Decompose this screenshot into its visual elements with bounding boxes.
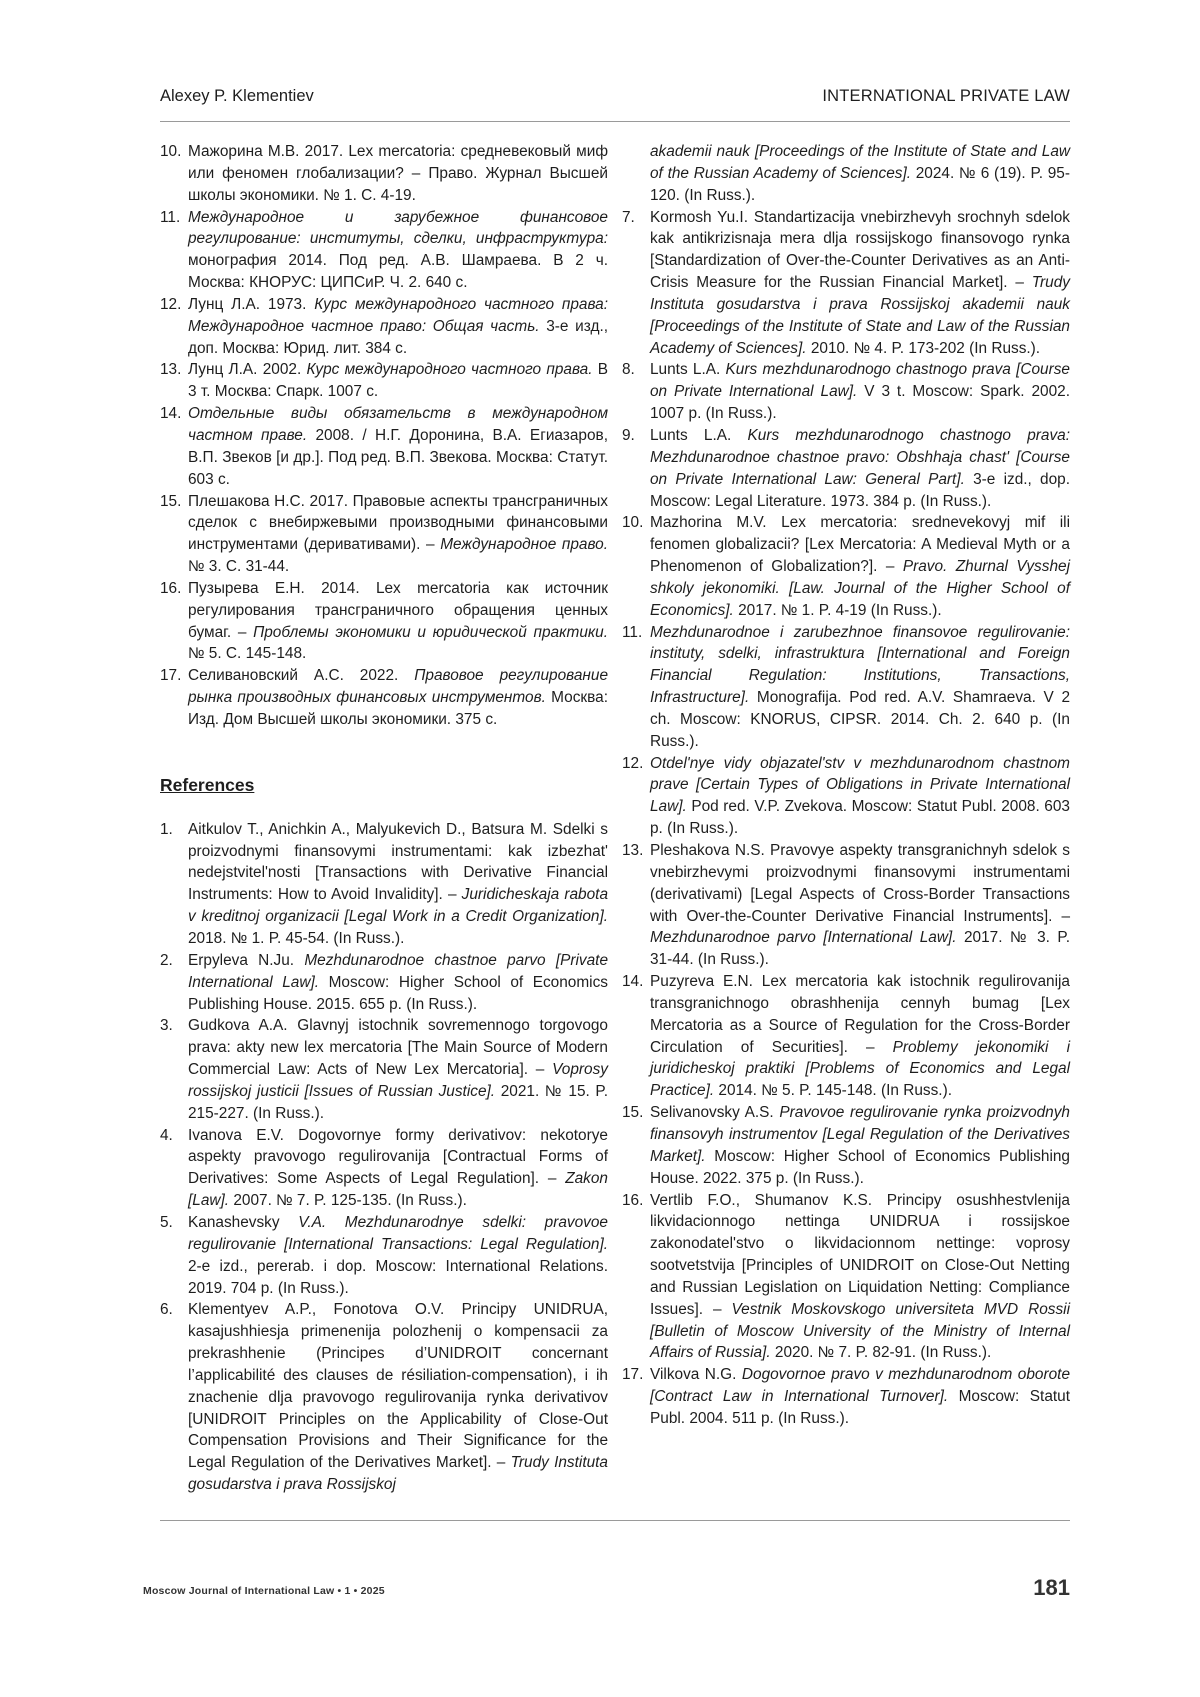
reference-number: 17. — [160, 665, 188, 731]
references-heading: References — [160, 773, 608, 797]
reference-plain: Puzyreva E.N. Lex mercatoria kak istochnik regulirovanija transgranichnogo obrashhenija cennyh bumag [Lex Mercatoria as a Source of Regulation for the Cross-Border Circulation of Securities]. – — [650, 973, 1070, 1056]
header-rule — [160, 121, 1070, 122]
reference-number: 11. — [160, 207, 188, 294]
reference-details: № 3. С. 31-44. — [188, 558, 289, 575]
reference-text — [188, 1212, 608, 1299]
reference-plain: Селивановский А.С. 2022. — [188, 667, 414, 684]
reference-number: 5. — [160, 1212, 188, 1299]
reference-number: 2. — [160, 950, 188, 1016]
reference-title: Otdel'nye vidy objazatel'stv v mezhdunarodnom chastnom prave [Certain Types of Obligations in Private International Law]. — [650, 755, 1070, 816]
reference-details: В 3 т. Москва: Спарк. 1007 с. — [188, 361, 608, 400]
reference-plain: Selivanovsky A.S. — [650, 1104, 779, 1121]
reference-plain: Лунц Л.А. 1973. — [188, 296, 314, 313]
reference-item — [160, 819, 608, 950]
reference-text — [650, 1364, 1070, 1430]
reference-item — [160, 950, 608, 1016]
reference-number: 12. — [622, 753, 650, 840]
reference-plain: Vilkova N.G. — [650, 1366, 742, 1383]
reference-text — [650, 512, 1070, 621]
reference-plain: Kanashevsky — [188, 1214, 298, 1231]
reference-details: 2008. / Н.Г. Доронина, В.А. Егиазаров, В.П. Звеков [и др.]. Под ред. В.П. Звекова. Москва: Статут. 603 с. — [188, 427, 608, 488]
reference-item — [622, 207, 1070, 360]
reference-text — [650, 753, 1070, 840]
reference-number: 7. — [622, 207, 650, 360]
reference-text — [650, 359, 1070, 425]
reference-title: Trudy Instituta gosudarstva i prava Rossijskoj akademii nauk [Proceedings of the Institute of State and Law of the Russian Academy of Sciences]. — [650, 274, 1070, 357]
reference-item — [622, 425, 1070, 512]
reference-title: Trudy Instituta gosudarstva i prava Rossijskoj — [188, 1454, 608, 1493]
reference-number: 1. — [160, 819, 188, 950]
reference-number: 13. — [160, 359, 188, 403]
reference-text — [188, 1015, 608, 1124]
reference-plain: Vertlib F.O., Shumanov K.S. Principy osushhestvlenija likvidacionnogo nettinga UNIDRUA i rossijskoe zakonodatel'stvo o likvidacionnom nettinge: voprosy sootvetstvija [Principles of UNIDROIT on Close-Out Netting and Russian Legislation on Liquidation Netting: Compliance Issues]. – — [650, 1192, 1070, 1318]
reference-details: V 3 t. Moscow: Spark. 2002. 1007 p. (In Russ.). — [650, 383, 1070, 422]
reference-plain: Пузырева Е.Н. 2014. Lex mercatoria как источник регулирования трансграничного обращения ценных бумаг. – — [188, 580, 608, 641]
reference-item — [160, 207, 608, 294]
reference-plain: Aitkulov T., Anichkin A., Malyukevich D., Batsura M. Sdelki s proizvodnymi finansovymi instrumentami: kak izbezhat' nedejstvitel'nosti [Transactions with Derivative Financial Instruments: How to Avoid Invalidity]. – — [188, 821, 608, 904]
reference-details: 2017. № 1. P. 4-19 (In Russ.). — [734, 602, 942, 619]
reference-number — [622, 141, 650, 207]
reference-number: 16. — [160, 578, 188, 665]
reference-details: Moscow: Statut Publ. 2004. 511 p. (In Russ.). — [650, 1388, 1070, 1427]
reference-text — [188, 1125, 608, 1212]
reference-plain: Мажорина М.В. 2017. Lex mercatoria: средневековый миф или феномен глобализации? – Право. Журнал Высшей школы экономики. № 1. С. 4-19. — [188, 143, 608, 204]
reference-plain: Erpyleva N.Ju. — [188, 952, 304, 969]
reference-title: Отдельные виды обязательств в международном частном праве. — [188, 405, 608, 444]
reference-title: Dogovornoe pravo v mezhdunarodnom oborote [Contract Law in International Turnover]. — [650, 1366, 1070, 1405]
reference-plain: Lunts L.A. — [650, 427, 748, 444]
footer-rule — [160, 1520, 1070, 1521]
reference-details: 2020. № 7. P. 82-91. (In Russ.). — [771, 1344, 992, 1361]
reference-item — [160, 665, 608, 731]
reference-text — [650, 1190, 1070, 1365]
reference-number: 15. — [160, 491, 188, 578]
reference-item — [160, 578, 608, 665]
reference-item — [622, 1102, 1070, 1189]
reference-details: Москва: Изд. Дом Высшей школы экономики. 375 с. — [188, 689, 608, 728]
reference-details: монография 2014. Под ред. А.В. Шамраева. В 2 ч. Москва: КНОРУС: ЦИПСиР. Ч. 2. 640 с. — [188, 252, 608, 291]
reference-text — [188, 950, 608, 1016]
reference-number: 14. — [160, 403, 188, 490]
reference-title: akademii nauk [Proceedings of the Institute of State and Law of the Russian Academy of Sciences]. — [650, 143, 1070, 182]
reference-title: Juridicheskaja rabota v kreditnoj organizacii [Legal Work in a Credit Organization]. — [188, 886, 608, 925]
reference-number: 8. — [622, 359, 650, 425]
reference-item — [160, 1125, 608, 1212]
reference-plain: Mazhorina M.V. Lex mercatoria: srednevekovyj mif ili fenomen globalizacii? [Lex Mercatoria: A Medieval Myth or a Phenomenon of Globalization?]. – — [650, 514, 1070, 575]
reference-item — [160, 294, 608, 360]
reference-title: Международное и зарубежное финансовое регулирование: институты, сделки, инфраструктура: — [188, 209, 608, 248]
reference-number: 9. — [622, 425, 650, 512]
reference-title: Mezhdunarodnoe chastnoe parvo [Private International Law]. — [188, 952, 608, 991]
reference-title: Mezhdunarodnoe i zarubezhnoe finansovoe regulirovanie: instituty, sdelki, infrastruktura [International and Foreign Financial Regulation: Institutions, Transactions, Infrastructure]. — [650, 624, 1070, 707]
footer-journal: Moscow Journal of International Law • 1 • 2025 — [143, 1585, 385, 1597]
reference-text — [650, 840, 1070, 971]
reference-details: № 5. С. 145-148. — [188, 645, 306, 662]
reference-title: Международное право. — [440, 536, 608, 553]
reference-number: 4. — [160, 1125, 188, 1212]
reference-item — [160, 141, 608, 207]
reference-number: 3. — [160, 1015, 188, 1124]
reference-details: 2024. № 6 (19). P. 95-120. (In Russ.). — [650, 165, 1070, 204]
reference-title: Voprosy rossijskoj justicii [Issues of Russian Justice]. — [188, 1061, 608, 1100]
reference-plain: Kormosh Yu.I. Standartizacija vnebirzhevyh srochnyh sdelok kak antikrizisnaja mera dlja rossijskogo finansovogo rynka [Standardization of Over-the-Counter Derivatives as an Anti-Crisis Measure for the Russian Financial Market]. – — [650, 209, 1070, 292]
reference-number: 14. — [622, 971, 650, 1102]
reference-title: Правовое регулирование рынка производных финансовых инструментов. — [188, 667, 608, 706]
reference-text — [650, 425, 1070, 512]
reference-title: Zakon [Law]. — [188, 1170, 608, 1209]
reference-title: Mezhdunarodnoe parvo [International Law]. — [650, 929, 956, 946]
reference-item — [622, 1364, 1070, 1430]
reference-text — [188, 403, 608, 490]
reference-details: Monografija. Pod red. A.V. Shamraeva. V 2 ch. Moscow: KNORUS, CIPSR. 2014. Ch. 2. 640 p. (In Russ.). — [650, 689, 1070, 750]
reference-number: 11. — [622, 622, 650, 753]
reference-text — [650, 1102, 1070, 1189]
reference-text — [650, 971, 1070, 1102]
reference-title: Kurs mezhdunarodnogo chastnogo prava [Course on Private International Law]. — [650, 361, 1070, 400]
reference-details: 2017. № 3. P. 31-44. (In Russ.). — [650, 929, 1070, 968]
reference-title: V.A. Mezhdunarodnye sdelki: pravovoe regulirovanie [International Transactions: Legal Regulation]. — [188, 1214, 608, 1253]
reference-number: 10. — [160, 141, 188, 207]
reference-item — [160, 1212, 608, 1299]
reference-plain: Плешакова Н.С. 2017. Правовые аспекты трансграничных сделок с внебиржевыми производными финансовыми инструментами (деривативами). – — [188, 493, 608, 554]
reference-title: Vestnik Moskovskogo universiteta MVD Rossii [Bulletin of Moscow University of the Ministry of Internal Affairs of Russia]. — [650, 1301, 1070, 1362]
reference-title: Курс международного частного права: Международное частное право: Общая часть. — [188, 296, 608, 335]
reference-item — [622, 359, 1070, 425]
reference-number: 13. — [622, 840, 650, 971]
reference-details: 2014. № 5. P. 145-148. (In Russ.). — [714, 1082, 952, 1099]
reference-plain: Ivanova E.V. Dogovornye formy derivativov: nekotorye aspekty pravovogo regulirovanija [Contractual Forms of Derivatives: Some Aspects of Legal Regulation]. – — [188, 1127, 608, 1188]
reference-text — [650, 141, 1070, 207]
reference-text — [650, 207, 1070, 360]
reference-item — [622, 141, 1070, 207]
reference-details: 3-e izd., dop. Moscow: Legal Literature. 1973. 384 p. (In Russ.). — [650, 471, 1070, 510]
reference-number: 6. — [160, 1299, 188, 1496]
header-section: INTERNATIONAL PRIVATE LAW — [822, 87, 1070, 106]
reference-item — [160, 1299, 608, 1496]
reference-plain: Klementyev A.P., Fonotova O.V. Principy UNIDRUA, kasajushhiesja primenenija polozhenij o kompensacii za prekrashhenie (Principes d’UNIDROIT concernant l’applicabilité des clauses de résiliation-compensation), i ih znachenie dlja pravovogo regulirovanija rynka derivativov [UNIDROIT Principles on the Applicability of Close-Out Compensation Provisions and Their Significance for the Legal Regulation of the Derivatives Market]. – — [188, 1301, 608, 1471]
russian-reference-list — [160, 141, 608, 731]
reference-text — [650, 622, 1070, 753]
reference-details: 2021. № 15. P. 215-227. (In Russ.). — [188, 1083, 608, 1122]
reference-text — [188, 207, 608, 294]
reference-details: 2-e izd., pererab. i dop. Moscow: International Relations. 2019. 704 p. (In Russ.). — [188, 1258, 608, 1297]
running-header — [160, 87, 1070, 111]
reference-text — [188, 359, 608, 403]
reference-item — [622, 512, 1070, 621]
reference-title: Pravovoe regulirovanie rynka proizvodnyh finansovyh instrumentov [Legal Regulation of the Derivatives Market]. — [650, 1104, 1070, 1165]
reference-text — [188, 819, 608, 950]
reference-number: 12. — [160, 294, 188, 360]
reference-title: Pravo. Zhurnal Vysshej shkoly jekonomiki. [Law. Journal of the Higher School of Economics]. — [650, 558, 1070, 619]
reference-details: 3-е изд., доп. Москва: Юрид. лит. 384 с. — [188, 318, 608, 357]
reference-plain: Gudkova A.A. Glavnyj istochnik sovremennogo torgovogo prava: akty new lex mercatoria [The Main Source of Modern Commercial Law: Acts of New Lex Mercatoria]. – — [188, 1017, 608, 1078]
reference-details: 2010. № 4. P. 173-202 (In Russ.). — [807, 340, 1041, 357]
reference-text — [188, 141, 608, 207]
header-author: Alexey P. Klementiev — [160, 87, 314, 106]
page-number: 181 — [1033, 1575, 1070, 1601]
reference-number: 17. — [622, 1364, 650, 1430]
reference-title: Kurs mezhdunarodnogo chastnogo prava: Mezhdunarodnoe chastnoe pravo: Obshhaja chast' [Course on Private International Law: General Part]. — [650, 427, 1070, 488]
reference-details: Pod red. V.P. Zvekova. Moscow: Statut Publ. 2008. 603 p. (In Russ.). — [650, 798, 1070, 837]
reference-plain: Pleshakova N.S. Pravovye aspekty transgranichnyh sdelok s vnebirzhevymi proizvodnymi finansovymi instrumentami (derivativami) [Legal Aspects of Cross-Border Transactions with Over-the-Counter Derivative Financial Instruments]. – — [650, 842, 1070, 925]
reference-item — [622, 971, 1070, 1102]
reference-item — [622, 753, 1070, 840]
reference-item — [160, 359, 608, 403]
reference-text — [188, 665, 608, 731]
left-column — [160, 141, 608, 1496]
reference-details: 2007. № 7. P. 125-135. (In Russ.). — [229, 1192, 467, 1209]
reference-details: Moscow: Higher School of Economics Publishing House. 2022. 375 p. (In Russ.). — [650, 1148, 1070, 1187]
reference-number: 10. — [622, 512, 650, 621]
reference-title: Курс международного частного права. — [306, 361, 592, 378]
reference-item — [160, 1015, 608, 1124]
reference-details: 2018. № 1. P. 45-54. (In Russ.). — [188, 930, 404, 947]
english-reference-list-continued — [622, 141, 1070, 1430]
reference-item — [160, 491, 608, 578]
reference-text — [188, 578, 608, 665]
reference-details: Moscow: Higher School of Economics Publishing House. 2015. 655 p. (In Russ.). — [188, 974, 608, 1013]
reference-item — [160, 403, 608, 490]
reference-number: 15. — [622, 1102, 650, 1189]
right-column — [622, 141, 1070, 1430]
reference-plain: Лунц Л.А. 2002. — [188, 361, 306, 378]
reference-item — [622, 840, 1070, 971]
reference-text — [188, 1299, 608, 1496]
reference-text — [188, 294, 608, 360]
reference-text — [188, 491, 608, 578]
reference-plain: Lunts L.A. — [650, 361, 726, 378]
english-reference-list — [160, 819, 608, 1496]
reference-item — [622, 622, 1070, 753]
reference-item — [622, 1190, 1070, 1365]
reference-title: Проблемы экономики и юридической практики. — [253, 624, 608, 641]
reference-title: Problemy jekonomiki i juridicheskoj praktiki [Problems of Economics and Legal Practice]. — [650, 1039, 1070, 1100]
reference-number: 16. — [622, 1190, 650, 1365]
